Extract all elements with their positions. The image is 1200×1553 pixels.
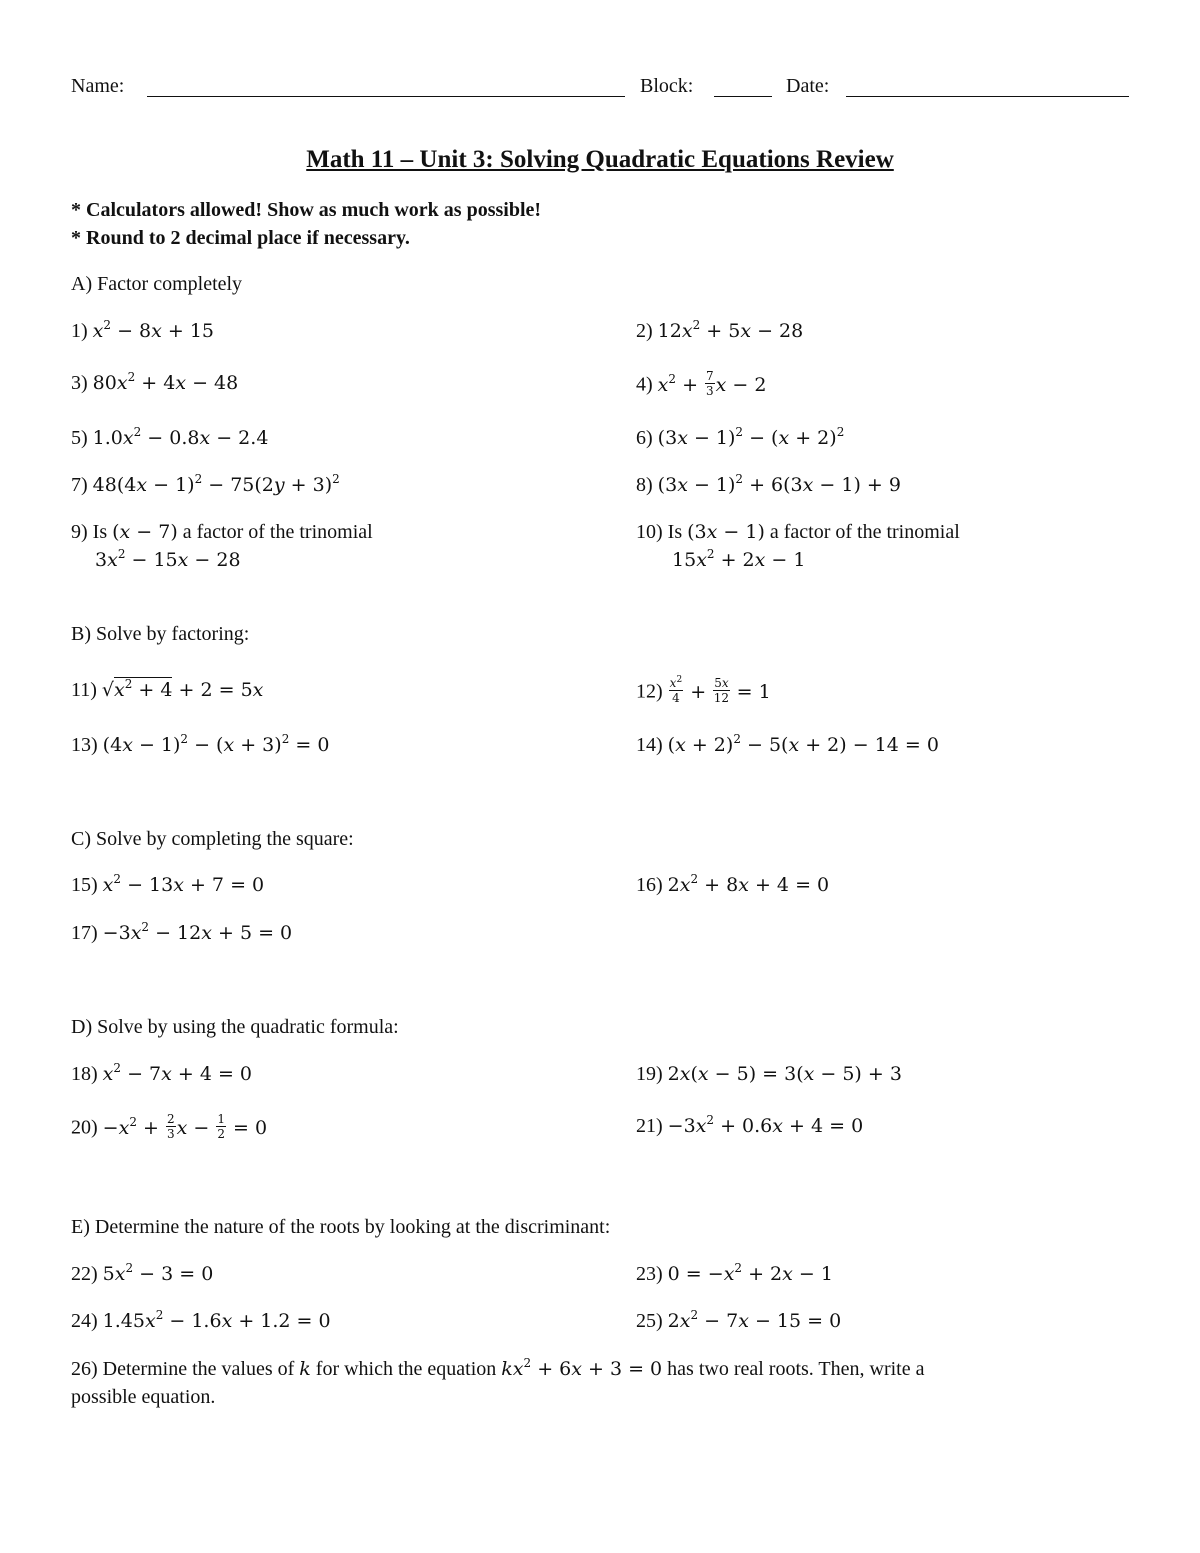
section-a-heading: A) Factor completely	[71, 273, 243, 295]
section-c-heading: C) Solve by completing the square:	[71, 828, 354, 850]
math-expression: $x^2 - 8x + 15$	[92, 318, 215, 342]
question-text-part1: Determine the values of	[102, 1358, 295, 1380]
question-text-pre: Is	[92, 521, 108, 543]
question-6	[636, 426, 844, 450]
math-expression: $x^2 - 7x + 4 = 0$	[102, 1061, 253, 1085]
question-number: 15)	[71, 874, 98, 896]
question-number: 14)	[636, 734, 663, 756]
question-number: 11)	[71, 679, 97, 701]
question-number: 23)	[636, 1263, 663, 1285]
question-number: 9)	[71, 521, 88, 543]
math-expression: $-x^2$ + $\frac{2}{3}$ x − $\frac{1}{2}$ = 0	[102, 1112, 268, 1141]
math-expression: $x^2 - 13x + 7 = 0$	[102, 872, 265, 896]
question-19	[636, 1062, 902, 1086]
question-text-post: a factor of the trinomial	[769, 521, 960, 543]
question-number: 16)	[636, 874, 663, 896]
question-3	[71, 371, 238, 395]
math-expression: $1.45x^2 - 1.6x + 1.2 = 0$	[102, 1308, 331, 1332]
question-number: 2)	[636, 320, 653, 342]
note-rounding: * Round to 2 decimal place if necessary.	[71, 227, 410, 249]
question-7	[71, 473, 340, 497]
math-expression: $-3x^2 + 0.6x + 4 = 0$	[667, 1113, 864, 1137]
question-number: 18)	[71, 1063, 98, 1085]
question-number: 19)	[636, 1063, 663, 1085]
name-label: Name:	[71, 75, 125, 97]
page-title: Math 11 – Unit 3: Solving Quadratic Equations Review	[306, 146, 894, 173]
note-calculators: * Calculators allowed! Show as much work as possible!	[71, 199, 542, 221]
math-expression: $(3x - 1)^2 + 6(3x - 1) + 9$	[657, 472, 901, 496]
block-blank[interactable]	[714, 96, 772, 97]
question-26	[71, 1357, 925, 1381]
question-number: 21)	[636, 1115, 663, 1137]
question-number: 6)	[636, 427, 653, 449]
math-expression: $x^2$ + $\frac{7}{3}$ x − 2	[657, 369, 767, 398]
section-b-heading: B) Solve by factoring:	[71, 623, 250, 645]
math-expression: $2x^2 - 7x - 15 = 0$	[667, 1308, 842, 1332]
question-23	[636, 1262, 833, 1286]
question-number: 20)	[71, 1116, 98, 1139]
question-number: 13)	[71, 734, 98, 756]
question-number: 5)	[71, 427, 88, 449]
math-expression: $√x^2 + 4 + 2 = 5x$	[101, 677, 264, 701]
math-expression: $15x^2 + 2x - 1$	[672, 547, 806, 571]
math-expression: $0 = -x^2 + 2x - 1$	[667, 1261, 833, 1285]
math-expression: $12x^2 + 5x - 28$	[657, 318, 804, 342]
question-text-part3: has two real roots. Then, write a	[667, 1358, 925, 1380]
math-expression: (3x − 1)	[687, 521, 765, 543]
question-number: 10)	[636, 521, 663, 543]
date-blank[interactable]	[846, 96, 1129, 97]
math-expression: 2x(x − 5) = 3(x − 5) + 3	[667, 1063, 902, 1085]
question-number: 17)	[71, 922, 98, 944]
math-expression: $5x^2 - 3 = 0$	[102, 1261, 214, 1285]
name-blank[interactable]	[147, 96, 625, 97]
math-expression: (x − 7)	[112, 521, 178, 543]
question-9	[71, 520, 373, 544]
question-4	[636, 371, 766, 400]
math-expression: $-3x^2 - 12x + 5 = 0$	[102, 920, 293, 944]
section-d-heading: D) Solve by using the quadratic formula:	[71, 1016, 399, 1038]
question-number: 7)	[71, 474, 88, 496]
question-10-trinomial	[672, 548, 805, 572]
question-10	[636, 520, 960, 544]
math-expression: $3x^2 - 15x - 28$	[95, 547, 241, 571]
math-expression: $1.0x^2 - 0.8x - 2.4$	[92, 425, 269, 449]
math-expression: $80x^2 + 4x - 48$	[92, 370, 239, 394]
block-label: Block:	[640, 75, 694, 97]
question-14	[636, 733, 939, 757]
question-22	[71, 1262, 213, 1286]
date-label: Date:	[786, 75, 830, 97]
math-expression: $\frac{x^2}{4}$ + $\frac{5x}{12}$ = 1	[669, 675, 771, 705]
math-expression: $(4x - 1)^2 - (x + 3)^2 = 0$	[102, 732, 330, 756]
question-number: 12)	[636, 680, 663, 703]
question-8	[636, 473, 901, 497]
question-number: 4)	[636, 373, 653, 396]
question-25	[636, 1309, 841, 1333]
question-15	[71, 873, 264, 897]
section-e-heading: E) Determine the nature of the roots by looking at the discriminant:	[71, 1216, 611, 1238]
question-16	[636, 873, 829, 897]
math-expression: $(3x - 1)^2 - (x + 2)^2$	[657, 425, 845, 449]
math-expression: $2x^2 + 8x + 4 = 0$	[667, 872, 830, 896]
question-text-post: a factor of the trinomial	[182, 521, 373, 543]
question-12	[636, 675, 771, 707]
question-24	[71, 1309, 331, 1333]
question-number: 25)	[636, 1310, 663, 1332]
question-number: 26)	[71, 1358, 98, 1380]
question-2	[636, 319, 803, 343]
question-number: 22)	[71, 1263, 98, 1285]
question-number: 3)	[71, 372, 88, 394]
question-number: 24)	[71, 1310, 98, 1332]
question-20	[71, 1114, 267, 1143]
question-text-part2: for which the equation	[315, 1358, 497, 1380]
question-number: 8)	[636, 474, 653, 496]
question-26-line2: possible equation.	[71, 1386, 216, 1408]
question-17	[71, 921, 292, 945]
math-expression: $kx^2 + 6x + 3 = 0$	[501, 1356, 663, 1380]
question-number: 1)	[71, 320, 88, 342]
question-21	[636, 1114, 863, 1138]
math-expression: $48(4x - 1)^2 - 75(2y + 3)^2$	[92, 472, 340, 496]
math-expression: $(x + 2)^2 - 5(x + 2) - 14 = 0$	[667, 732, 939, 756]
question-11	[71, 678, 263, 702]
question-5	[71, 426, 268, 450]
question-13	[71, 733, 329, 757]
math-variable: k	[299, 1358, 311, 1380]
question-9-trinomial	[95, 548, 241, 572]
question-text-pre: Is	[667, 521, 683, 543]
question-1	[71, 319, 214, 343]
question-18	[71, 1062, 252, 1086]
